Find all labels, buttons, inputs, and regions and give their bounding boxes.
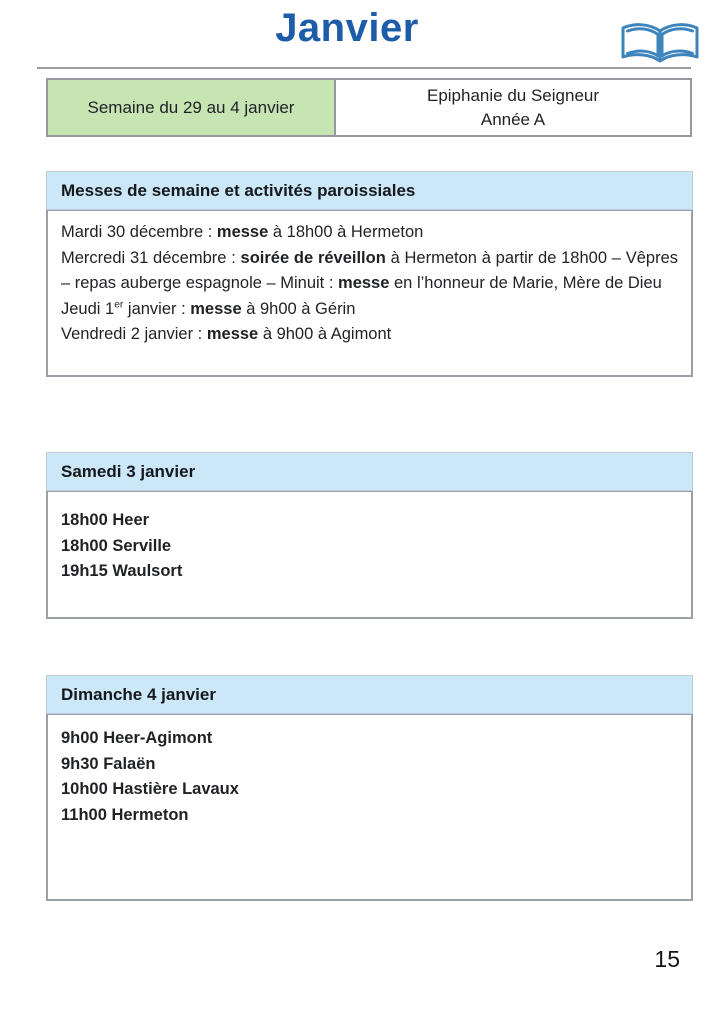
page-number: 15 — [654, 946, 680, 972]
page-title: Janvier — [275, 6, 419, 50]
open-book-icon — [618, 20, 702, 66]
section-header-saturday — [46, 452, 693, 491]
section-header-sunday — [46, 675, 693, 714]
schedule-entry: 9h00 Heer-Agimont — [61, 729, 213, 747]
schedule-entry: Vendredi 2 janvier : messe à 9h00 à Agimont — [61, 325, 392, 343]
schedule-entry: 11h00 Hermeton — [61, 805, 189, 824]
schedule-entry: 18h00 Serville — [61, 536, 172, 555]
section-title: Dimanche 4 janvier — [61, 684, 216, 704]
section-title: Messes de semaine et activités paroissiales — [61, 180, 416, 200]
section-sunday — [46, 675, 693, 901]
schedule-entry: 19h15 Waulsort — [61, 562, 183, 580]
section-body-sunday — [46, 714, 693, 901]
week-label: Semaine du 29 au 4 janvier — [87, 97, 295, 117]
schedule-entry: Jeudi 1er janvier : messe à 9h00 à Gérin — [61, 299, 356, 318]
schedule-entry: 9h30 Falaën — [61, 754, 156, 773]
schedule-entry: 18h00 Heer — [61, 511, 150, 529]
feast-cell — [336, 80, 690, 135]
week-banner — [46, 78, 692, 137]
section-header-weekday-masses — [46, 171, 693, 210]
liturgical-year: Année A — [480, 109, 546, 129]
section-body-saturday — [46, 491, 693, 619]
section-title: Samedi 3 janvier — [61, 461, 196, 481]
title-divider — [37, 67, 691, 69]
feast-name: Epiphanie du Seigneur — [426, 85, 600, 105]
schedule-entry: 10h00 Hastière Lavaux — [61, 780, 239, 798]
schedule-entry: Mercredi 31 décembre : soirée de réveillon à Hermeton à partir de 18h00 – Vêpres – repas auberge espagnole – Minuit : messe en l’honneur de Marie, Mère de Dieu — [61, 248, 678, 292]
section-body-weekday-masses — [46, 210, 693, 377]
week-label-cell — [48, 80, 336, 135]
section-saturday — [46, 452, 693, 619]
schedule-entry: Mardi 30 décembre : messe à 18h00 à Hermeton — [61, 223, 424, 241]
section-weekday-masses — [46, 171, 693, 377]
